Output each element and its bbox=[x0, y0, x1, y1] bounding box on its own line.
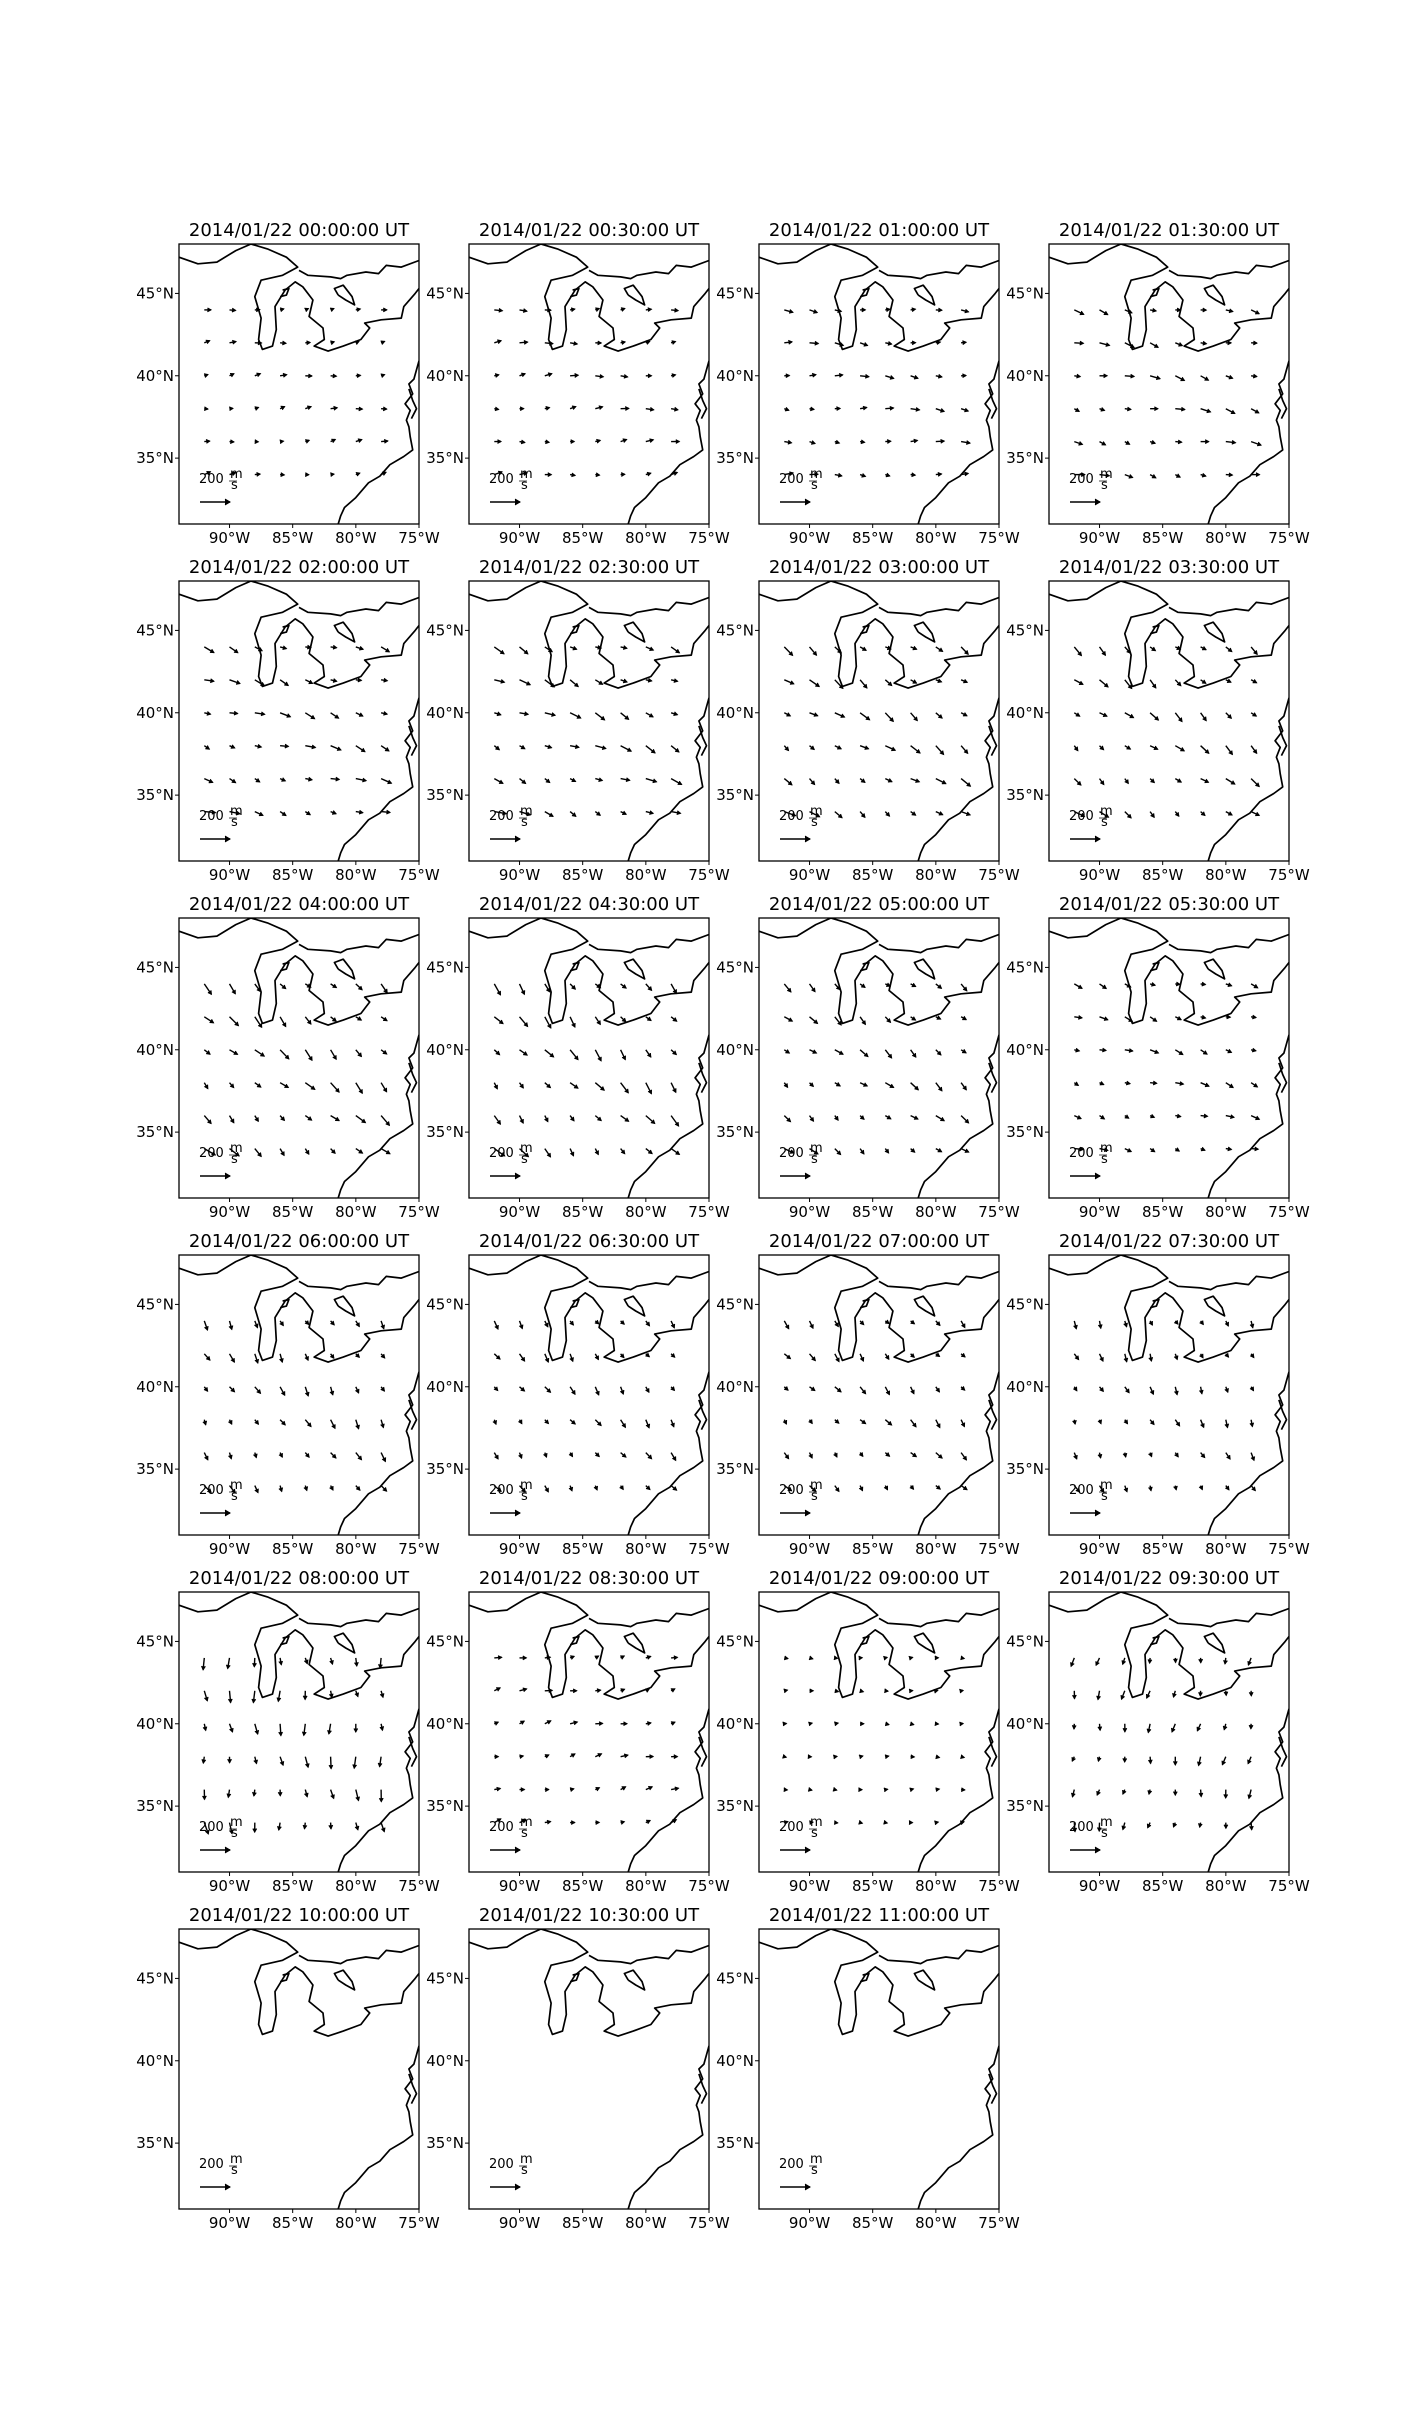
panel-title: 2014/01/22 01:30:00 UT bbox=[1058, 220, 1280, 241]
y-tick-label: 35°N bbox=[1006, 786, 1044, 805]
y-tick-label: 45°N bbox=[426, 1632, 464, 1651]
x-tick-label: 90°W bbox=[788, 529, 831, 547]
x-tick-label: 90°W bbox=[788, 866, 831, 884]
x-tick-label: 85°W bbox=[1141, 1203, 1184, 1221]
x-tick-label: 80°W bbox=[335, 866, 377, 884]
map-panel-5 bbox=[426, 557, 730, 884]
scale-key-unit-den: s bbox=[231, 2163, 238, 2178]
map-panel-0 bbox=[136, 220, 440, 547]
x-tick-label: 75°W bbox=[398, 1877, 440, 1895]
y-tick-label: 45°N bbox=[136, 1632, 174, 1651]
scale-key-unit-den: s bbox=[521, 1826, 528, 1841]
panel-title: 2014/01/22 00:30:00 UT bbox=[478, 220, 700, 241]
scale-key-unit-den: s bbox=[811, 1489, 818, 1504]
y-tick-label: 35°N bbox=[426, 1797, 464, 1816]
y-tick-label: 45°N bbox=[1006, 1632, 1044, 1651]
y-tick-label: 45°N bbox=[1006, 958, 1044, 977]
x-tick-label: 90°W bbox=[498, 866, 541, 884]
scale-key-unit-num: m bbox=[520, 1815, 533, 1830]
y-tick-label: 45°N bbox=[1006, 1295, 1044, 1314]
x-tick-label: 85°W bbox=[1141, 529, 1184, 547]
y-tick-label: 45°N bbox=[716, 621, 754, 640]
panel-title: 2014/01/22 08:00:00 UT bbox=[188, 1568, 410, 1589]
x-tick-label: 90°W bbox=[498, 2214, 541, 2232]
scale-key-label: 200 bbox=[199, 809, 224, 824]
scale-key-unit-num: m bbox=[810, 2152, 823, 2167]
scale-key-unit-num: m bbox=[1100, 1141, 1113, 1156]
panel-title: 2014/01/22 06:30:00 UT bbox=[478, 1231, 700, 1252]
scale-key-unit-den: s bbox=[521, 478, 528, 493]
x-tick-label: 75°W bbox=[978, 529, 1020, 547]
scale-key-unit-num: m bbox=[230, 1141, 243, 1156]
scale-key-unit-num: m bbox=[230, 804, 243, 819]
y-tick-label: 35°N bbox=[426, 1123, 464, 1142]
x-tick-label: 75°W bbox=[398, 1540, 440, 1558]
x-tick-label: 80°W bbox=[915, 866, 957, 884]
x-tick-label: 75°W bbox=[688, 529, 730, 547]
scale-key-unit-den: s bbox=[1101, 1489, 1108, 1504]
x-tick-label: 80°W bbox=[915, 1540, 957, 1558]
y-tick-label: 45°N bbox=[426, 1295, 464, 1314]
x-tick-label: 90°W bbox=[788, 1540, 831, 1558]
map-panel-16 bbox=[136, 1568, 440, 1895]
panel-title: 2014/01/22 10:00:00 UT bbox=[188, 1905, 410, 1926]
panel-title: 2014/01/22 03:30:00 UT bbox=[1058, 557, 1280, 578]
x-tick-label: 85°W bbox=[561, 1203, 604, 1221]
x-tick-label: 75°W bbox=[978, 1540, 1020, 1558]
x-tick-label: 85°W bbox=[851, 529, 894, 547]
y-tick-label: 40°N bbox=[716, 1377, 754, 1396]
scale-key-unit-den: s bbox=[231, 1152, 238, 1167]
x-tick-label: 80°W bbox=[625, 866, 667, 884]
y-tick-label: 40°N bbox=[716, 366, 754, 385]
x-tick-label: 85°W bbox=[271, 1877, 314, 1895]
y-tick-label: 35°N bbox=[426, 1460, 464, 1479]
scale-key-label: 200 bbox=[489, 1483, 514, 1498]
scale-key-label: 200 bbox=[1069, 1820, 1094, 1835]
y-tick-label: 45°N bbox=[426, 621, 464, 640]
x-tick-label: 90°W bbox=[498, 1877, 541, 1895]
map-panel-11 bbox=[1006, 894, 1310, 1221]
map-panel-3 bbox=[1006, 220, 1310, 547]
x-tick-label: 75°W bbox=[398, 2214, 440, 2232]
x-tick-label: 80°W bbox=[625, 2214, 667, 2232]
y-tick-label: 40°N bbox=[716, 2051, 754, 2070]
panel-title: 2014/01/22 09:30:00 UT bbox=[1058, 1568, 1280, 1589]
scale-key-unit-num: m bbox=[520, 467, 533, 482]
x-tick-label: 85°W bbox=[1141, 1877, 1184, 1895]
y-tick-label: 40°N bbox=[426, 2051, 464, 2070]
scale-key-unit-num: m bbox=[230, 2152, 243, 2167]
y-tick-label: 35°N bbox=[1006, 449, 1044, 468]
scale-key-label: 200 bbox=[779, 809, 804, 824]
y-tick-label: 45°N bbox=[136, 621, 174, 640]
y-tick-label: 35°N bbox=[136, 786, 174, 805]
x-tick-label: 75°W bbox=[1268, 1540, 1310, 1558]
map-panel-18 bbox=[716, 1568, 1020, 1895]
scale-key-unit-den: s bbox=[1101, 1152, 1108, 1167]
scale-key-unit-den: s bbox=[811, 478, 818, 493]
x-tick-label: 80°W bbox=[625, 529, 667, 547]
scale-key-unit-num: m bbox=[1100, 804, 1113, 819]
scale-key-label: 200 bbox=[199, 1146, 224, 1161]
x-tick-label: 80°W bbox=[915, 529, 957, 547]
y-tick-label: 40°N bbox=[1006, 366, 1044, 385]
x-tick-label: 80°W bbox=[1205, 1540, 1247, 1558]
scale-key-label: 200 bbox=[779, 2157, 804, 2172]
x-tick-label: 90°W bbox=[208, 529, 251, 547]
y-tick-label: 35°N bbox=[426, 2134, 464, 2153]
scale-key-unit-den: s bbox=[521, 2163, 528, 2178]
scale-key-unit-num: m bbox=[520, 1478, 533, 1493]
x-tick-label: 90°W bbox=[788, 1877, 831, 1895]
x-tick-label: 75°W bbox=[1268, 1203, 1310, 1221]
scale-key-label: 200 bbox=[1069, 472, 1094, 487]
x-tick-label: 80°W bbox=[915, 2214, 957, 2232]
scale-key-unit-num: m bbox=[1100, 1815, 1113, 1830]
y-tick-label: 35°N bbox=[1006, 1123, 1044, 1142]
x-tick-label: 90°W bbox=[1078, 1877, 1121, 1895]
x-tick-label: 80°W bbox=[915, 1203, 957, 1221]
y-tick-label: 40°N bbox=[426, 1040, 464, 1059]
map-panel-2 bbox=[716, 220, 1020, 547]
y-tick-label: 35°N bbox=[716, 1460, 754, 1479]
x-tick-label: 90°W bbox=[1078, 866, 1121, 884]
x-tick-label: 75°W bbox=[398, 529, 440, 547]
map-panel-14 bbox=[716, 1231, 1020, 1558]
scale-key-unit-num: m bbox=[230, 467, 243, 482]
x-tick-label: 75°W bbox=[688, 1540, 730, 1558]
scale-key-label: 200 bbox=[489, 1820, 514, 1835]
scale-key-unit-num: m bbox=[520, 1141, 533, 1156]
y-tick-label: 45°N bbox=[136, 1969, 174, 1988]
map-panel-13 bbox=[426, 1231, 730, 1558]
y-tick-label: 45°N bbox=[426, 958, 464, 977]
x-tick-label: 80°W bbox=[625, 1540, 667, 1558]
x-tick-label: 90°W bbox=[208, 1540, 251, 1558]
panel-title: 2014/01/22 04:30:00 UT bbox=[478, 894, 700, 915]
x-tick-label: 85°W bbox=[271, 2214, 314, 2232]
scale-key-unit-den: s bbox=[521, 815, 528, 830]
panel-title: 2014/01/22 00:00:00 UT bbox=[188, 220, 410, 241]
y-tick-label: 35°N bbox=[1006, 1797, 1044, 1816]
scale-key-unit-den: s bbox=[811, 1152, 818, 1167]
y-tick-label: 40°N bbox=[426, 366, 464, 385]
x-tick-label: 80°W bbox=[625, 1877, 667, 1895]
x-tick-label: 75°W bbox=[398, 1203, 440, 1221]
x-tick-label: 80°W bbox=[335, 2214, 377, 2232]
y-tick-label: 40°N bbox=[136, 366, 174, 385]
x-tick-label: 90°W bbox=[1078, 529, 1121, 547]
scale-key-label: 200 bbox=[1069, 1483, 1094, 1498]
scale-key-label: 200 bbox=[779, 1820, 804, 1835]
x-tick-label: 90°W bbox=[498, 1540, 541, 1558]
y-tick-label: 35°N bbox=[426, 786, 464, 805]
map-panel-15 bbox=[1006, 1231, 1310, 1558]
map-panel-6 bbox=[716, 557, 1020, 884]
x-tick-label: 75°W bbox=[398, 866, 440, 884]
x-tick-label: 80°W bbox=[335, 1540, 377, 1558]
x-tick-label: 75°W bbox=[688, 2214, 730, 2232]
scale-key-unit-num: m bbox=[520, 2152, 533, 2167]
scale-key-unit-num: m bbox=[1100, 1478, 1113, 1493]
x-tick-label: 85°W bbox=[1141, 866, 1184, 884]
x-tick-label: 80°W bbox=[1205, 1877, 1247, 1895]
x-tick-label: 85°W bbox=[271, 866, 314, 884]
panel-title: 2014/01/22 09:00:00 UT bbox=[768, 1568, 990, 1589]
x-tick-label: 75°W bbox=[688, 866, 730, 884]
x-tick-label: 90°W bbox=[208, 866, 251, 884]
y-tick-label: 45°N bbox=[426, 284, 464, 303]
panel-title: 2014/01/22 11:00:00 UT bbox=[768, 1905, 990, 1926]
x-tick-label: 75°W bbox=[688, 1203, 730, 1221]
y-tick-label: 40°N bbox=[716, 1040, 754, 1059]
y-tick-label: 45°N bbox=[1006, 621, 1044, 640]
y-tick-label: 35°N bbox=[716, 1123, 754, 1142]
y-tick-label: 40°N bbox=[136, 2051, 174, 2070]
scale-key-label: 200 bbox=[489, 472, 514, 487]
scale-key-label: 200 bbox=[489, 2157, 514, 2172]
y-tick-label: 35°N bbox=[136, 1797, 174, 1816]
x-tick-label: 80°W bbox=[1205, 866, 1247, 884]
scale-key-label: 200 bbox=[779, 1146, 804, 1161]
x-tick-label: 80°W bbox=[915, 1877, 957, 1895]
y-tick-label: 35°N bbox=[716, 1797, 754, 1816]
y-tick-label: 45°N bbox=[716, 1632, 754, 1651]
panel-title: 2014/01/22 05:00:00 UT bbox=[768, 894, 990, 915]
x-tick-label: 75°W bbox=[978, 1203, 1020, 1221]
y-tick-label: 45°N bbox=[136, 284, 174, 303]
x-tick-label: 85°W bbox=[851, 1540, 894, 1558]
scale-key-unit-den: s bbox=[231, 1826, 238, 1841]
y-tick-label: 40°N bbox=[136, 1040, 174, 1059]
x-tick-label: 85°W bbox=[851, 2214, 894, 2232]
y-tick-label: 35°N bbox=[716, 449, 754, 468]
scale-key-unit-den: s bbox=[231, 478, 238, 493]
x-tick-label: 90°W bbox=[788, 1203, 831, 1221]
y-tick-label: 40°N bbox=[426, 1714, 464, 1733]
map-panel-9 bbox=[426, 894, 730, 1221]
map-panel-7 bbox=[1006, 557, 1310, 884]
y-tick-label: 35°N bbox=[1006, 1460, 1044, 1479]
x-tick-label: 85°W bbox=[851, 866, 894, 884]
x-tick-label: 75°W bbox=[1268, 1877, 1310, 1895]
y-tick-label: 40°N bbox=[1006, 1714, 1044, 1733]
y-tick-label: 35°N bbox=[716, 786, 754, 805]
x-tick-label: 80°W bbox=[335, 1877, 377, 1895]
scale-key-unit-num: m bbox=[230, 1478, 243, 1493]
y-tick-label: 45°N bbox=[716, 1969, 754, 1988]
y-tick-label: 40°N bbox=[426, 703, 464, 722]
x-tick-label: 85°W bbox=[561, 866, 604, 884]
scale-key-unit-num: m bbox=[810, 467, 823, 482]
y-tick-label: 40°N bbox=[716, 703, 754, 722]
scale-key-unit-den: s bbox=[521, 1489, 528, 1504]
x-tick-label: 85°W bbox=[271, 1203, 314, 1221]
scale-key-unit-num: m bbox=[1100, 467, 1113, 482]
y-tick-label: 40°N bbox=[136, 1714, 174, 1733]
scale-key-unit-den: s bbox=[811, 1826, 818, 1841]
y-tick-label: 45°N bbox=[716, 958, 754, 977]
x-tick-label: 85°W bbox=[561, 529, 604, 547]
panel-title: 2014/01/22 01:00:00 UT bbox=[768, 220, 990, 241]
x-tick-label: 75°W bbox=[1268, 866, 1310, 884]
x-tick-label: 90°W bbox=[788, 2214, 831, 2232]
x-tick-label: 90°W bbox=[208, 1877, 251, 1895]
scale-key-label: 200 bbox=[779, 1483, 804, 1498]
scale-key-label: 200 bbox=[1069, 809, 1094, 824]
scale-key-unit-num: m bbox=[810, 804, 823, 819]
x-tick-label: 85°W bbox=[851, 1203, 894, 1221]
y-tick-label: 35°N bbox=[136, 1123, 174, 1142]
x-tick-label: 75°W bbox=[688, 1877, 730, 1895]
map-panel-19 bbox=[1006, 1568, 1310, 1895]
map-panel-8 bbox=[136, 894, 440, 1221]
scale-key-unit-den: s bbox=[1101, 815, 1108, 830]
y-tick-label: 45°N bbox=[136, 958, 174, 977]
y-tick-label: 40°N bbox=[1006, 703, 1044, 722]
panel-title: 2014/01/22 08:30:00 UT bbox=[478, 1568, 700, 1589]
x-tick-label: 85°W bbox=[561, 1877, 604, 1895]
panel-title: 2014/01/22 02:30:00 UT bbox=[478, 557, 700, 578]
y-tick-label: 35°N bbox=[136, 1460, 174, 1479]
panel-title: 2014/01/22 02:00:00 UT bbox=[188, 557, 410, 578]
scale-key-label: 200 bbox=[489, 1146, 514, 1161]
panel-title: 2014/01/22 06:00:00 UT bbox=[188, 1231, 410, 1252]
x-tick-label: 75°W bbox=[978, 866, 1020, 884]
x-tick-label: 90°W bbox=[498, 1203, 541, 1221]
scale-key-label: 200 bbox=[199, 472, 224, 487]
y-tick-label: 35°N bbox=[136, 449, 174, 468]
x-tick-label: 80°W bbox=[1205, 1203, 1247, 1221]
map-panel-22 bbox=[716, 1905, 1020, 2232]
scale-key-unit-num: m bbox=[810, 1478, 823, 1493]
x-tick-label: 75°W bbox=[978, 1877, 1020, 1895]
map-panel-21 bbox=[426, 1905, 730, 2232]
map-panel-1 bbox=[426, 220, 730, 547]
panel-title: 2014/01/22 04:00:00 UT bbox=[188, 894, 410, 915]
scale-key-unit-den: s bbox=[1101, 1826, 1108, 1841]
map-panel-12 bbox=[136, 1231, 440, 1558]
scale-key-unit-num: m bbox=[810, 1141, 823, 1156]
y-tick-label: 45°N bbox=[716, 284, 754, 303]
panel-title: 2014/01/22 05:30:00 UT bbox=[1058, 894, 1280, 915]
y-tick-label: 40°N bbox=[1006, 1040, 1044, 1059]
scale-key-unit-num: m bbox=[810, 1815, 823, 1830]
y-tick-label: 40°N bbox=[136, 1377, 174, 1396]
y-tick-label: 40°N bbox=[716, 1714, 754, 1733]
scale-key-label: 200 bbox=[199, 2157, 224, 2172]
x-tick-label: 90°W bbox=[1078, 1540, 1121, 1558]
y-tick-label: 40°N bbox=[136, 703, 174, 722]
x-tick-label: 90°W bbox=[208, 1203, 251, 1221]
x-tick-label: 85°W bbox=[271, 529, 314, 547]
map-panel-17 bbox=[426, 1568, 730, 1895]
scale-key-unit-num: m bbox=[520, 804, 533, 819]
x-tick-label: 80°W bbox=[1205, 529, 1247, 547]
scale-key-unit-den: s bbox=[231, 1489, 238, 1504]
y-tick-label: 40°N bbox=[1006, 1377, 1044, 1396]
scale-key-unit-den: s bbox=[811, 815, 818, 830]
map-panel-10 bbox=[716, 894, 1020, 1221]
x-tick-label: 90°W bbox=[208, 2214, 251, 2232]
x-tick-label: 80°W bbox=[335, 1203, 377, 1221]
y-tick-label: 45°N bbox=[1006, 284, 1044, 303]
y-tick-label: 45°N bbox=[136, 1295, 174, 1314]
x-tick-label: 80°W bbox=[625, 1203, 667, 1221]
x-tick-label: 85°W bbox=[561, 1540, 604, 1558]
panel-title: 2014/01/22 10:30:00 UT bbox=[478, 1905, 700, 1926]
x-tick-label: 80°W bbox=[335, 529, 377, 547]
scale-key-unit-den: s bbox=[811, 2163, 818, 2178]
scale-key-label: 200 bbox=[199, 1820, 224, 1835]
y-tick-label: 45°N bbox=[716, 1295, 754, 1314]
y-tick-label: 40°N bbox=[426, 1377, 464, 1396]
scale-key-unit-num: m bbox=[230, 1815, 243, 1830]
scale-key-label: 200 bbox=[1069, 1146, 1094, 1161]
scale-key-label: 200 bbox=[779, 472, 804, 487]
y-tick-label: 35°N bbox=[136, 2134, 174, 2153]
scale-key-label: 200 bbox=[199, 1483, 224, 1498]
x-tick-label: 75°W bbox=[1268, 529, 1310, 547]
x-tick-label: 85°W bbox=[1141, 1540, 1184, 1558]
panel-title: 2014/01/22 07:30:00 UT bbox=[1058, 1231, 1280, 1252]
y-tick-label: 35°N bbox=[716, 2134, 754, 2153]
y-tick-label: 45°N bbox=[426, 1969, 464, 1988]
panel-title: 2014/01/22 07:00:00 UT bbox=[768, 1231, 990, 1252]
y-tick-label: 35°N bbox=[426, 449, 464, 468]
x-tick-label: 90°W bbox=[1078, 1203, 1121, 1221]
x-tick-label: 90°W bbox=[498, 529, 541, 547]
map-panel-20 bbox=[136, 1905, 440, 2232]
x-tick-label: 85°W bbox=[561, 2214, 604, 2232]
scale-key-label: 200 bbox=[489, 809, 514, 824]
scale-key-unit-den: s bbox=[1101, 478, 1108, 493]
x-tick-label: 85°W bbox=[271, 1540, 314, 1558]
scale-key-unit-den: s bbox=[521, 1152, 528, 1167]
x-tick-label: 75°W bbox=[978, 2214, 1020, 2232]
map-panel-4 bbox=[136, 557, 440, 884]
panel-title: 2014/01/22 03:00:00 UT bbox=[768, 557, 990, 578]
x-tick-label: 85°W bbox=[851, 1877, 894, 1895]
scale-key-unit-den: s bbox=[231, 815, 238, 830]
